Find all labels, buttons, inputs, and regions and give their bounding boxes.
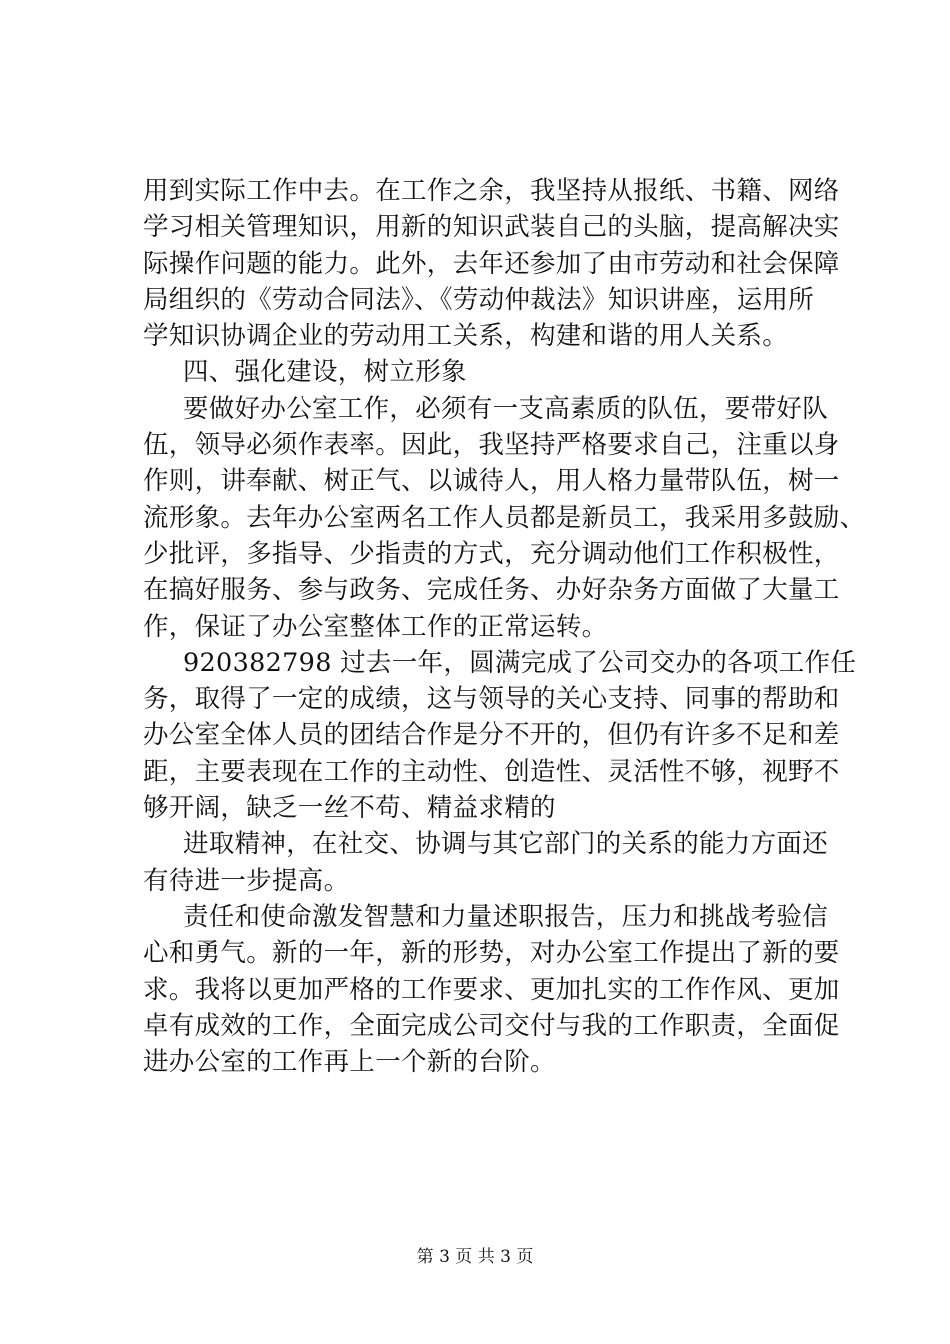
text-line: 办公室全体人员的团结合作是分不开的，但仍有许多不足和差	[143, 720, 840, 751]
text-line: 卓有成效的工作，全面完成公司交付与我的工作职责，全面促	[143, 1010, 840, 1041]
text-line: 够开阔，缺乏一丝不苟、精益求精的	[143, 793, 556, 824]
text-line: 心和勇气。新的一年，新的形势，对办公室工作提出了新的要	[143, 938, 840, 969]
text-line: 进办公室的工作再上一个新的台阶。	[143, 1047, 556, 1078]
text-line: 四、强化建设，树立形象	[183, 357, 467, 388]
text-line: 学知识协调企业的劳动用工关系，构建和谐的用人关系。	[143, 321, 789, 352]
text-line: 进取精神，在社交、协调与其它部门的关系的能力方面还	[183, 829, 829, 860]
text-line: 流形象。去年办公室两名工作人员都是新员工，我采用多鼓励、	[143, 502, 866, 533]
text-line: 学习相关管理知识，用新的知识武装自己的头脑，提高解决实	[143, 212, 840, 243]
text-line: 局组织的《劳动合同法》、《劳动仲裁法》知识讲座，运用所	[143, 284, 815, 315]
text-line: 距，主要表现在工作的主动性、创造性、灵活性不够，视野不	[143, 756, 840, 787]
text-line: 责任和使命激发智慧和力量述职报告，压力和挑战考验信	[183, 901, 829, 932]
text-line: 作，保证了办公室整体工作的正常运转。	[143, 611, 608, 642]
text-line: 伍，领导必须作表率。因此，我坚持严格要求自己，注重以身	[143, 430, 840, 461]
text-line: 有待进一步提高。	[143, 865, 350, 896]
text-line: 少批评，多指导、少指责的方式，充分调动他们工作积极性，	[143, 538, 840, 569]
text-line: 在搞好服务、参与政务、完成任务、办好杂务方面做了大量工	[143, 575, 840, 606]
document-body	[143, 173, 866, 1080]
text-line: 作则，讲奉献、树正气、以诚待人，用人格力量带队伍，树一	[143, 466, 840, 497]
text-line: 用到实际工作中去。在工作之余，我坚持从报纸、书籍、网络	[143, 176, 840, 206]
page-footer: 第 3 页 共 3 页	[416, 1247, 534, 1267]
text-line: 际操作问题的能力。此外，去年还参加了由市劳动和社会保障	[143, 248, 840, 279]
text-line: 求。我将以更加严格的工作要求、更加扎实的工作作风、更加	[143, 974, 840, 1005]
text-line: 务，取得了一定的成绩，这与领导的关心支持、同事的帮助和	[143, 684, 840, 715]
text-line: 920382798 过去一年，圆满完成了公司交办的各项工作任	[183, 647, 857, 678]
text-line: 要做好办公室工作，必须有一支高素质的队伍，要带好队	[183, 393, 829, 424]
